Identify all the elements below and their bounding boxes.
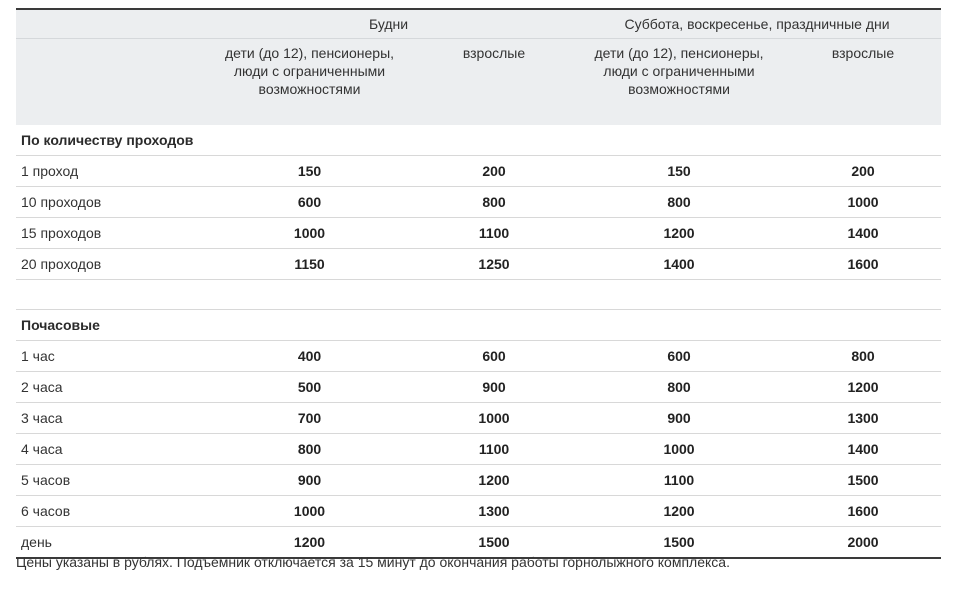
header-group-weekend: Суббота, воскресенье, праздничные дни [573,9,941,39]
price-cell: 400 [204,340,415,371]
table-row [16,186,941,217]
table-row [16,526,941,558]
price-table [16,8,941,559]
price-cell: 1100 [415,217,573,248]
header-empty-cell [16,9,204,39]
row-label: 15 проходов [16,217,204,248]
row-label: 1 час [16,340,204,371]
table-row [16,340,941,371]
price-cell: 900 [204,464,415,495]
price-cell: 1150 [204,248,415,279]
section-title: По количеству проходов [16,125,941,156]
header-group-weekdays: Будни [204,9,573,39]
price-cell: 800 [204,433,415,464]
price-cell: 800 [573,371,785,402]
table-row [16,495,941,526]
price-cell: 1000 [785,186,941,217]
price-cell: 1300 [415,495,573,526]
price-cell: 1200 [785,371,941,402]
price-cell: 1000 [415,402,573,433]
price-cell: 1000 [573,433,785,464]
table-row [16,155,941,186]
row-label: день [16,526,204,558]
price-cell: 900 [415,371,573,402]
price-cell: 800 [415,186,573,217]
price-cell: 1300 [785,402,941,433]
price-cell: 900 [573,402,785,433]
table-row [16,464,941,495]
price-cell: 200 [785,155,941,186]
table-row [16,217,941,248]
price-cell: 150 [204,155,415,186]
price-cell: 1500 [573,526,785,558]
price-cell: 1500 [785,464,941,495]
header-weekend-adults: взрослые [785,39,941,125]
footnote: Цены указаны в рублях. Подъемник отключается за 15 минут до окончания работы горнолыжного комплекса. [16,554,730,570]
price-table-container [16,8,941,559]
price-cell: 600 [415,340,573,371]
price-cell: 800 [573,186,785,217]
price-cell: 1000 [204,495,415,526]
price-cell: 1200 [573,495,785,526]
row-label: 20 проходов [16,248,204,279]
header-weekdays-adults: взрослые [415,39,573,125]
section-title: Почасовые [16,309,941,340]
row-label: 5 часов [16,464,204,495]
header-weekdays-children: дети (до 12), пенсионеры, люди с ограниченными возможностями [204,39,415,125]
header-weekend-children: дети (до 12), пенсионеры, люди с ограниченными возможностями [573,39,785,125]
price-cell: 1250 [415,248,573,279]
section-header-row [16,125,941,156]
price-cell: 600 [204,186,415,217]
table-body [16,125,941,558]
price-cell: 500 [204,371,415,402]
table-header [16,9,941,125]
price-cell: 1100 [415,433,573,464]
price-cell: 1200 [415,464,573,495]
price-cell: 700 [204,402,415,433]
price-cell: 1600 [785,248,941,279]
price-cell: 1200 [573,217,785,248]
price-cell: 600 [573,340,785,371]
row-label: 4 часа [16,433,204,464]
price-cell: 2000 [785,526,941,558]
row-label: 2 часа [16,371,204,402]
row-label: 3 часа [16,402,204,433]
row-label: 6 часов [16,495,204,526]
price-cell: 200 [415,155,573,186]
row-label: 10 проходов [16,186,204,217]
price-cell: 800 [785,340,941,371]
price-cell: 1400 [573,248,785,279]
price-cell: 1500 [415,526,573,558]
header-empty-cell [16,39,204,125]
price-cell: 1100 [573,464,785,495]
table-row [16,248,941,279]
spacer-row [16,279,941,309]
price-cell: 1400 [785,433,941,464]
price-cell: 1200 [204,526,415,558]
price-cell: 1600 [785,495,941,526]
price-cell: 150 [573,155,785,186]
table-row [16,433,941,464]
table-row [16,402,941,433]
price-cell: 1000 [204,217,415,248]
section-header-row [16,309,941,340]
price-cell: 1400 [785,217,941,248]
table-row [16,371,941,402]
row-label: 1 проход [16,155,204,186]
